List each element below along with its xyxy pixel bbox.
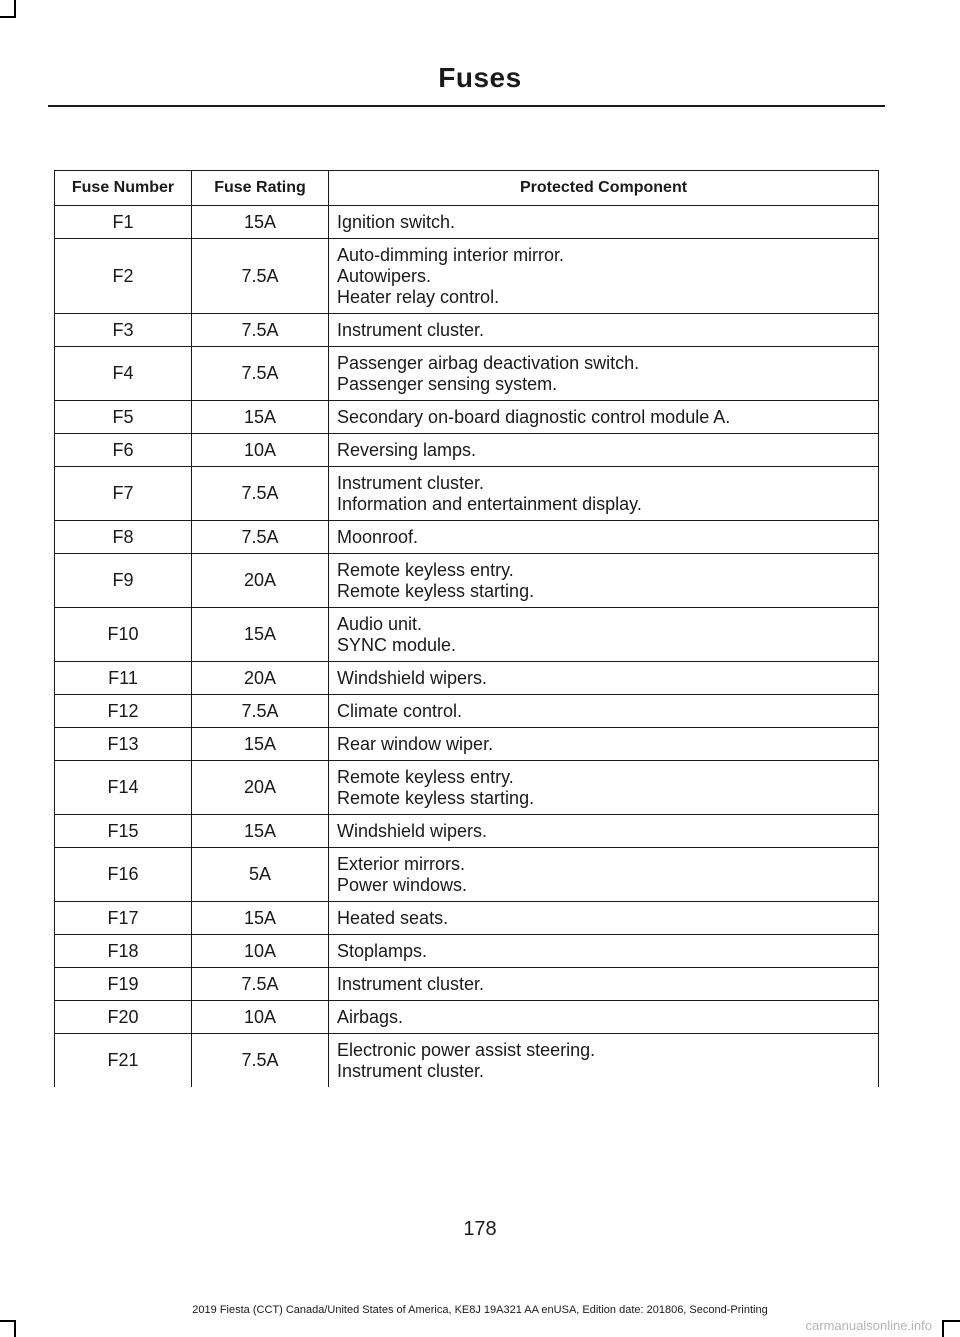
protected-component-line: Power windows. bbox=[337, 875, 468, 895]
fuse-rating-cell: 20A bbox=[192, 554, 329, 608]
protected-component-line: Passenger sensing system. bbox=[337, 374, 558, 394]
fuse-number-cell: F4 bbox=[55, 347, 192, 401]
protected-component-cell bbox=[329, 1001, 879, 1034]
fuse-rating-cell: 7.5A bbox=[192, 467, 329, 521]
table-row bbox=[55, 662, 879, 695]
protected-component-line: Remote keyless entry. bbox=[337, 560, 514, 580]
protected-component-line: Windshield wipers. bbox=[337, 668, 488, 688]
protected-component-line: Ignition switch. bbox=[337, 212, 456, 232]
protected-component-line: Rear window wiper. bbox=[337, 734, 494, 754]
protected-component-cell bbox=[329, 434, 879, 467]
protected-component-cell bbox=[329, 902, 879, 935]
fuse-rating-cell: 15A bbox=[192, 206, 329, 239]
protected-component-cell bbox=[329, 935, 879, 968]
table-row bbox=[55, 608, 879, 662]
fuse-rating-cell: 15A bbox=[192, 815, 329, 848]
table-row bbox=[55, 467, 879, 521]
table-row bbox=[55, 902, 879, 935]
protected-component-cell bbox=[329, 968, 879, 1001]
table-row bbox=[55, 815, 879, 848]
table-row bbox=[55, 314, 879, 347]
fuse-number-cell: F15 bbox=[55, 815, 192, 848]
fuse-number-cell: F13 bbox=[55, 728, 192, 761]
protected-component-cell bbox=[329, 815, 879, 848]
fuse-rating-cell: 10A bbox=[192, 1001, 329, 1034]
protected-component-line: Exterior mirrors. bbox=[337, 854, 466, 874]
protected-component-line: Climate control. bbox=[337, 701, 463, 721]
watermark: carmanualsonline.info bbox=[805, 1318, 932, 1333]
fuse-table-body bbox=[55, 206, 879, 1088]
fuse-rating-cell: 5A bbox=[192, 848, 329, 902]
protected-component-cell bbox=[329, 695, 879, 728]
table-row bbox=[55, 347, 879, 401]
protected-component-line: Secondary on-board diagnostic control module A. bbox=[337, 407, 731, 427]
fuse-number-cell: F16 bbox=[55, 848, 192, 902]
fuse-rating-cell: 15A bbox=[192, 608, 329, 662]
protected-component-line: Remote keyless starting. bbox=[337, 788, 535, 808]
fuse-number-cell: F3 bbox=[55, 314, 192, 347]
crop-mark-bottom-left bbox=[0, 1320, 16, 1322]
fuse-number-cell: F1 bbox=[55, 206, 192, 239]
protected-component-cell bbox=[329, 608, 879, 662]
protected-component-cell bbox=[329, 1034, 879, 1088]
protected-component-line: Moonroof. bbox=[337, 527, 419, 547]
crop-mark-top-left bbox=[0, 16, 16, 18]
protected-component-line: Windshield wipers. bbox=[337, 821, 488, 841]
column-header-fuse-rating: Fuse Rating bbox=[192, 171, 329, 206]
table-row bbox=[55, 935, 879, 968]
table-row bbox=[55, 206, 879, 239]
table-row bbox=[55, 695, 879, 728]
crop-mark-bottom-right bbox=[942, 1320, 944, 1337]
fuse-number-cell: F11 bbox=[55, 662, 192, 695]
table-row bbox=[55, 554, 879, 608]
footer-edition-info: 2019 Fiesta (CCT) Canada/United States of America, KE8J 19A321 AA enUSA, Edition date: 201806, Second-Printing bbox=[192, 1304, 768, 1316]
protected-component-cell bbox=[329, 347, 879, 401]
table-row bbox=[55, 239, 879, 314]
protected-component-line: Instrument cluster. bbox=[337, 473, 485, 493]
fuse-number-cell: F21 bbox=[55, 1034, 192, 1088]
fuse-number-cell: F2 bbox=[55, 239, 192, 314]
protected-component-line: Airbags. bbox=[337, 1007, 404, 1027]
fuse-rating-cell: 7.5A bbox=[192, 239, 329, 314]
fuse-rating-cell: 7.5A bbox=[192, 695, 329, 728]
table-row bbox=[55, 401, 879, 434]
table-row bbox=[55, 761, 879, 815]
fuse-number-cell: F9 bbox=[55, 554, 192, 608]
protected-component-line: Heated seats. bbox=[337, 908, 449, 928]
protected-component-line: Heater relay control. bbox=[337, 287, 500, 307]
fuse-number-cell: F18 bbox=[55, 935, 192, 968]
fuse-number-cell: F6 bbox=[55, 434, 192, 467]
fuse-number-cell: F19 bbox=[55, 968, 192, 1001]
protected-component-line: Information and entertainment display. bbox=[337, 494, 642, 514]
fuse-number-cell: F10 bbox=[55, 608, 192, 662]
protected-component-cell bbox=[329, 848, 879, 902]
protected-component-cell bbox=[329, 239, 879, 314]
fuse-rating-cell: 7.5A bbox=[192, 521, 329, 554]
protected-component-cell bbox=[329, 728, 879, 761]
protected-component-line: Auto-dimming interior mirror. bbox=[337, 245, 565, 265]
table-header-row bbox=[55, 171, 879, 206]
protected-component-cell bbox=[329, 761, 879, 815]
table-row bbox=[55, 848, 879, 902]
protected-component-line: Instrument cluster. bbox=[337, 1061, 485, 1081]
protected-component-cell bbox=[329, 662, 879, 695]
table-row bbox=[55, 521, 879, 554]
column-header-fuse-number: Fuse Number bbox=[55, 171, 192, 206]
table-row bbox=[55, 728, 879, 761]
protected-component-line: Autowipers. bbox=[337, 266, 432, 286]
protected-component-line: Reversing lamps. bbox=[337, 440, 477, 460]
fuse-number-cell: F14 bbox=[55, 761, 192, 815]
fuse-number-cell: F7 bbox=[55, 467, 192, 521]
protected-component-line: Instrument cluster. bbox=[337, 974, 485, 994]
protected-component-line: Electronic power assist steering. bbox=[337, 1040, 596, 1060]
page-title: Fuses bbox=[438, 62, 522, 93]
protected-component-line: Instrument cluster. bbox=[337, 320, 485, 340]
crop-mark-bottom-left bbox=[14, 1320, 16, 1337]
fuse-rating-cell: 15A bbox=[192, 902, 329, 935]
protected-component-line: Remote keyless starting. bbox=[337, 581, 535, 601]
protected-component-line: Passenger airbag deactivation switch. bbox=[337, 353, 640, 373]
fuse-rating-cell: 10A bbox=[192, 935, 329, 968]
fuse-rating-cell: 7.5A bbox=[192, 1034, 329, 1088]
column-header-protected-component: Protected Component bbox=[329, 171, 879, 206]
fuse-rating-cell: 15A bbox=[192, 401, 329, 434]
fuse-rating-cell: 7.5A bbox=[192, 968, 329, 1001]
fuse-rating-cell: 20A bbox=[192, 662, 329, 695]
fuse-rating-cell: 7.5A bbox=[192, 314, 329, 347]
table-row bbox=[55, 1001, 879, 1034]
protected-component-line: Audio unit. bbox=[337, 614, 423, 634]
page-number: 178 bbox=[463, 1218, 497, 1240]
fuse-number-cell: F12 bbox=[55, 695, 192, 728]
table-row bbox=[55, 1034, 879, 1088]
protected-component-cell bbox=[329, 554, 879, 608]
protected-component-cell bbox=[329, 314, 879, 347]
table-row bbox=[55, 968, 879, 1001]
fuse-rating-cell: 20A bbox=[192, 761, 329, 815]
protected-component-line: Stoplamps. bbox=[337, 941, 428, 961]
fuse-rating-cell: 7.5A bbox=[192, 347, 329, 401]
title-divider bbox=[48, 105, 885, 107]
protected-component-cell bbox=[329, 206, 879, 239]
fuse-number-cell: F8 bbox=[55, 521, 192, 554]
protected-component-cell bbox=[329, 521, 879, 554]
protected-component-cell bbox=[329, 467, 879, 521]
protected-component-cell bbox=[329, 401, 879, 434]
fuse-rating-cell: 10A bbox=[192, 434, 329, 467]
protected-component-line: SYNC module. bbox=[337, 635, 457, 655]
protected-component-line: Remote keyless entry. bbox=[337, 767, 514, 787]
fuse-number-cell: F20 bbox=[55, 1001, 192, 1034]
fuse-table bbox=[54, 170, 879, 1087]
fuse-number-cell: F17 bbox=[55, 902, 192, 935]
crop-mark-bottom-right bbox=[942, 1320, 960, 1322]
table-row bbox=[55, 434, 879, 467]
fuse-number-cell: F5 bbox=[55, 401, 192, 434]
fuse-rating-cell: 15A bbox=[192, 728, 329, 761]
